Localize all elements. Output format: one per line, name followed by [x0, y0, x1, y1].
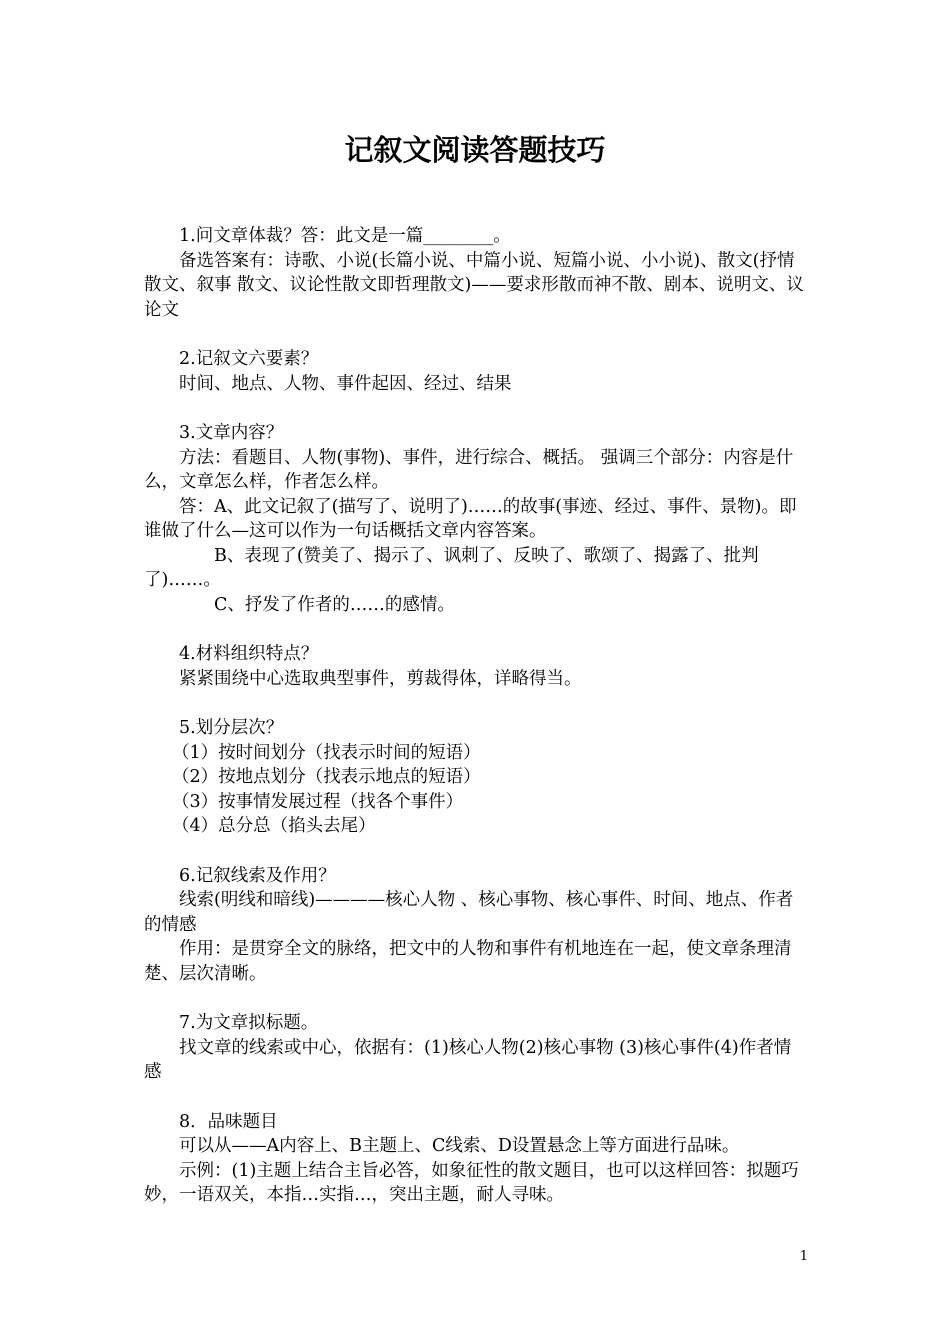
paragraph: 答：A、此文记叙了(描写了、说明了)……的故事(事迹、经过、事件、景物)。即谁做了什么—这可以作为一句话概括文章内容答案。	[144, 496, 797, 541]
paragraph: 方法：看题目、人物(事物)、事件，进行综合、概括。 强调三个部分：内容是什么，文章怎么样，作者怎么样。	[144, 447, 794, 492]
section-7	[144, 1011, 808, 1085]
page-title: 记叙文阅读答题技巧	[344, 133, 606, 167]
section-2	[144, 347, 808, 396]
question-heading: 1.问文章体裁？答：此文是一篇________。	[179, 226, 511, 246]
paragraph: 找文章的线索或中心，依据有：(1)核心人物(2)核心事物 (3)核心事件(4)作者情感	[144, 1037, 792, 1082]
paragraph: B、表现了(赞美了、揭示了、讽刺了、反映了、歌颂了、揭露了、批判了)……。	[144, 545, 759, 590]
paragraph: 作用：是贯穿全文的脉络，把文中的人物和事件有机地连在一起，使文章条理清楚、层次清晰。	[144, 939, 792, 984]
question-heading: 3.文章内容？	[179, 423, 284, 443]
question-heading: 5.划分层次？	[179, 718, 284, 738]
paragraph: 时间、地点、人物、事件起因、经过、结果	[179, 373, 512, 394]
question-heading: 8．品味题目	[179, 1111, 278, 1132]
question-heading: 6.记叙线索及作用？	[179, 865, 336, 886]
paragraph: 示例：(1)主题上结合主旨必答，如象征性的散文题目，也可以这样回答：拟题巧妙，一语双关，本指…实指…，突出主题，耐人寻味。	[144, 1160, 799, 1205]
section-1	[144, 224, 808, 322]
section-4	[144, 642, 808, 691]
paragraph: 线索(明线和暗线)————核心人物 、核心事物、核心事件、时间、地点、作者的情感	[144, 890, 794, 935]
document-body	[144, 224, 808, 1233]
list-item: （2）按地点划分（找表示地点的短语）	[172, 767, 481, 787]
paragraph: 备选答案有：诗歌、小说(长篇小说、中篇小说、短篇小说、小小说)、散文(抒情散文、叙事 散文、议论性散文即哲理散文)——要求形散而神不散、剧本、说明文、议论文	[144, 250, 804, 320]
list-item: （3）按事情发展过程（找各个事件）	[172, 791, 464, 812]
section-5	[144, 716, 808, 839]
section-6	[144, 864, 808, 987]
question-heading: 7.为文章拟标题。	[179, 1013, 319, 1033]
section-8	[144, 1110, 808, 1208]
list-item: （1）按时间划分（找表示时间的短语）	[172, 742, 481, 763]
page-number: 1	[799, 1249, 808, 1264]
paragraph: 可以从——A内容上、B主题上、C线索、D设置悬念上等方面进行品味。	[179, 1136, 740, 1156]
paragraph: 紧紧围绕中心选取典型事件，剪裁得体，详略得当。	[179, 668, 582, 689]
question-heading: 2.记叙文六要素？	[179, 349, 319, 369]
paragraph: C、抒发了作者的……的感情。	[214, 594, 455, 615]
section-3	[144, 421, 808, 617]
list-item: （4）总分总（掐头去尾）	[172, 816, 376, 836]
question-heading: 4.材料组织特点？	[179, 644, 319, 664]
